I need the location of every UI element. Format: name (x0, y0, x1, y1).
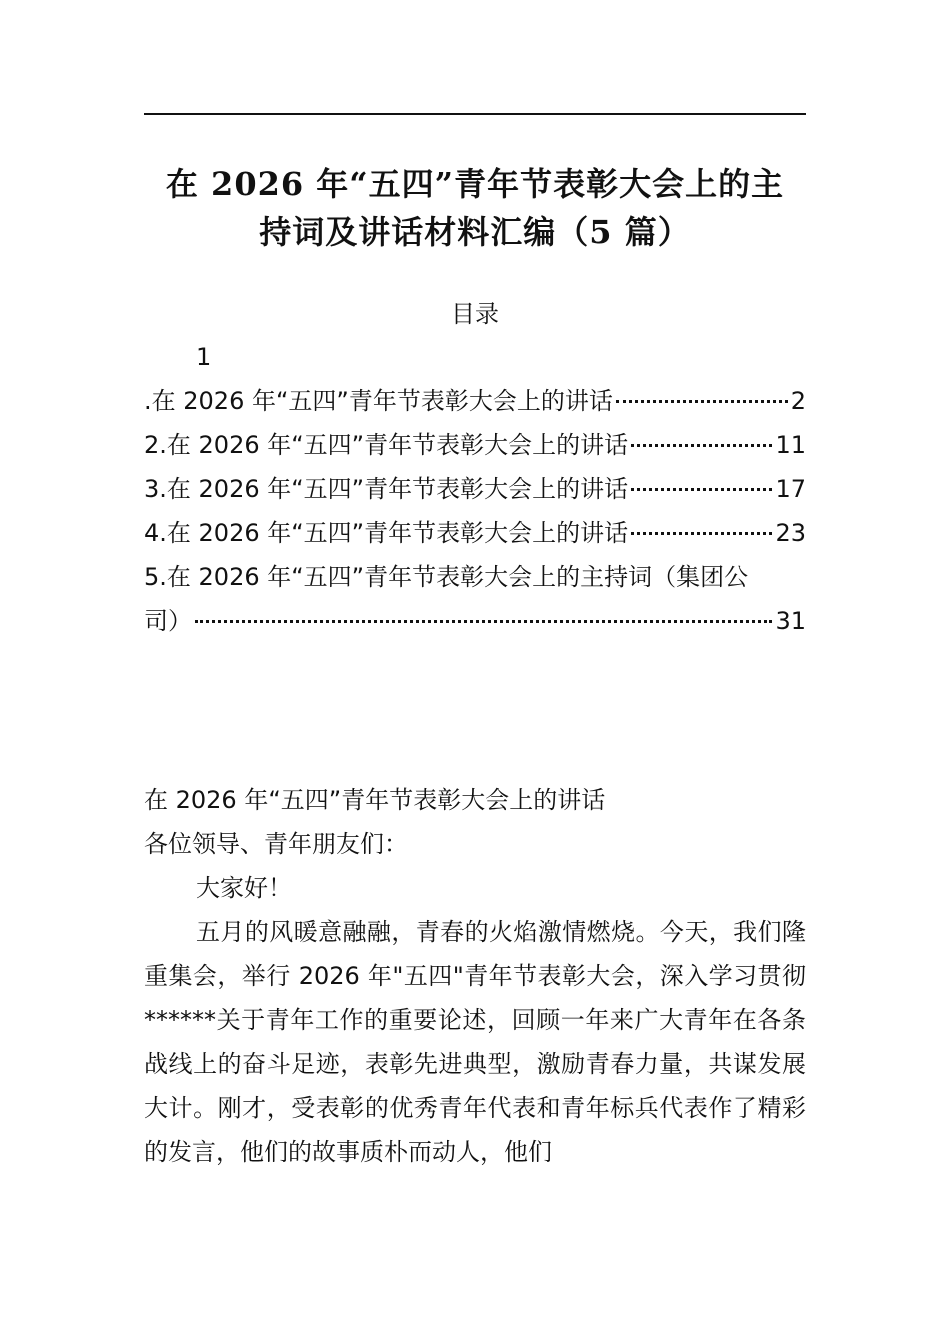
toc-entry[interactable] (144, 467, 806, 511)
toc-entry-label: 2.在 2026 年“五四”青年节表彰大会上的讲话 (144, 431, 629, 459)
toc-entry-label: 5.在 2026 年“五四”青年节表彰大会上的主持词（集团公 (144, 563, 749, 591)
toc-entry-page: 23 (775, 519, 806, 547)
document-title-line-2: 持词及讲话材料汇编（5 篇） (259, 213, 691, 251)
document-title-line-1: 在 2026 年“五四”青年节表彰大会上的主 (165, 165, 785, 203)
toc-entry[interactable] (144, 423, 806, 467)
speech-heading: 在 2026 年“五四”青年节表彰大会上的讲话 (144, 786, 606, 814)
speech-paragraph: 五月的风暖意融融，青春的火焰激情燃烧。今天，我们隆重集会，举行 2026 年"五四"青年节表彰大会，深入学习贯彻******关于青年工作的重要论述，回顾一年来广大青年在各条战线上的奋斗足迹，表彰先进典型，激励青春力量，共谋发展大计。刚才，受表彰的优秀青年代表和青年标兵代表作了精彩的发言，他们的故事质朴而动人，他们 (144, 918, 806, 1166)
toc-dot-leader (631, 532, 772, 535)
toc-entry-page: 31 (775, 607, 806, 635)
toc-dot-leader (616, 400, 788, 403)
toc-dot-leader (195, 620, 772, 623)
toc-heading: 目录 (451, 300, 499, 328)
toc-entry-label: 4.在 2026 年“五四”青年节表彰大会上的讲话 (144, 519, 629, 547)
toc-entry[interactable] (144, 555, 806, 599)
toc-entry-continuation[interactable] (144, 599, 806, 643)
toc-stray-number: 1 (196, 343, 212, 371)
speech-salutation: 各位领导、青年朋友们： (144, 830, 408, 858)
toc-entry-label: 3.在 2026 年“五四”青年节表彰大会上的讲话 (144, 475, 629, 503)
document-title (144, 160, 806, 256)
toc-entry[interactable] (144, 379, 806, 423)
toc-entry-label: .在 2026 年“五四”青年节表彰大会上的讲话 (144, 387, 613, 415)
toc-entry[interactable] (144, 511, 806, 555)
table-of-contents (144, 335, 806, 643)
toc-entry-page: 17 (775, 475, 806, 503)
speech-body (144, 778, 806, 1174)
header-rule (144, 113, 806, 115)
toc-dot-leader (631, 444, 772, 447)
toc-entry-page: 2 (790, 387, 806, 415)
toc-entry-label: 司） (144, 607, 192, 635)
toc-dot-leader (631, 488, 772, 491)
toc-entry-page: 11 (775, 431, 806, 459)
speech-greeting: 大家好！ (196, 874, 292, 902)
